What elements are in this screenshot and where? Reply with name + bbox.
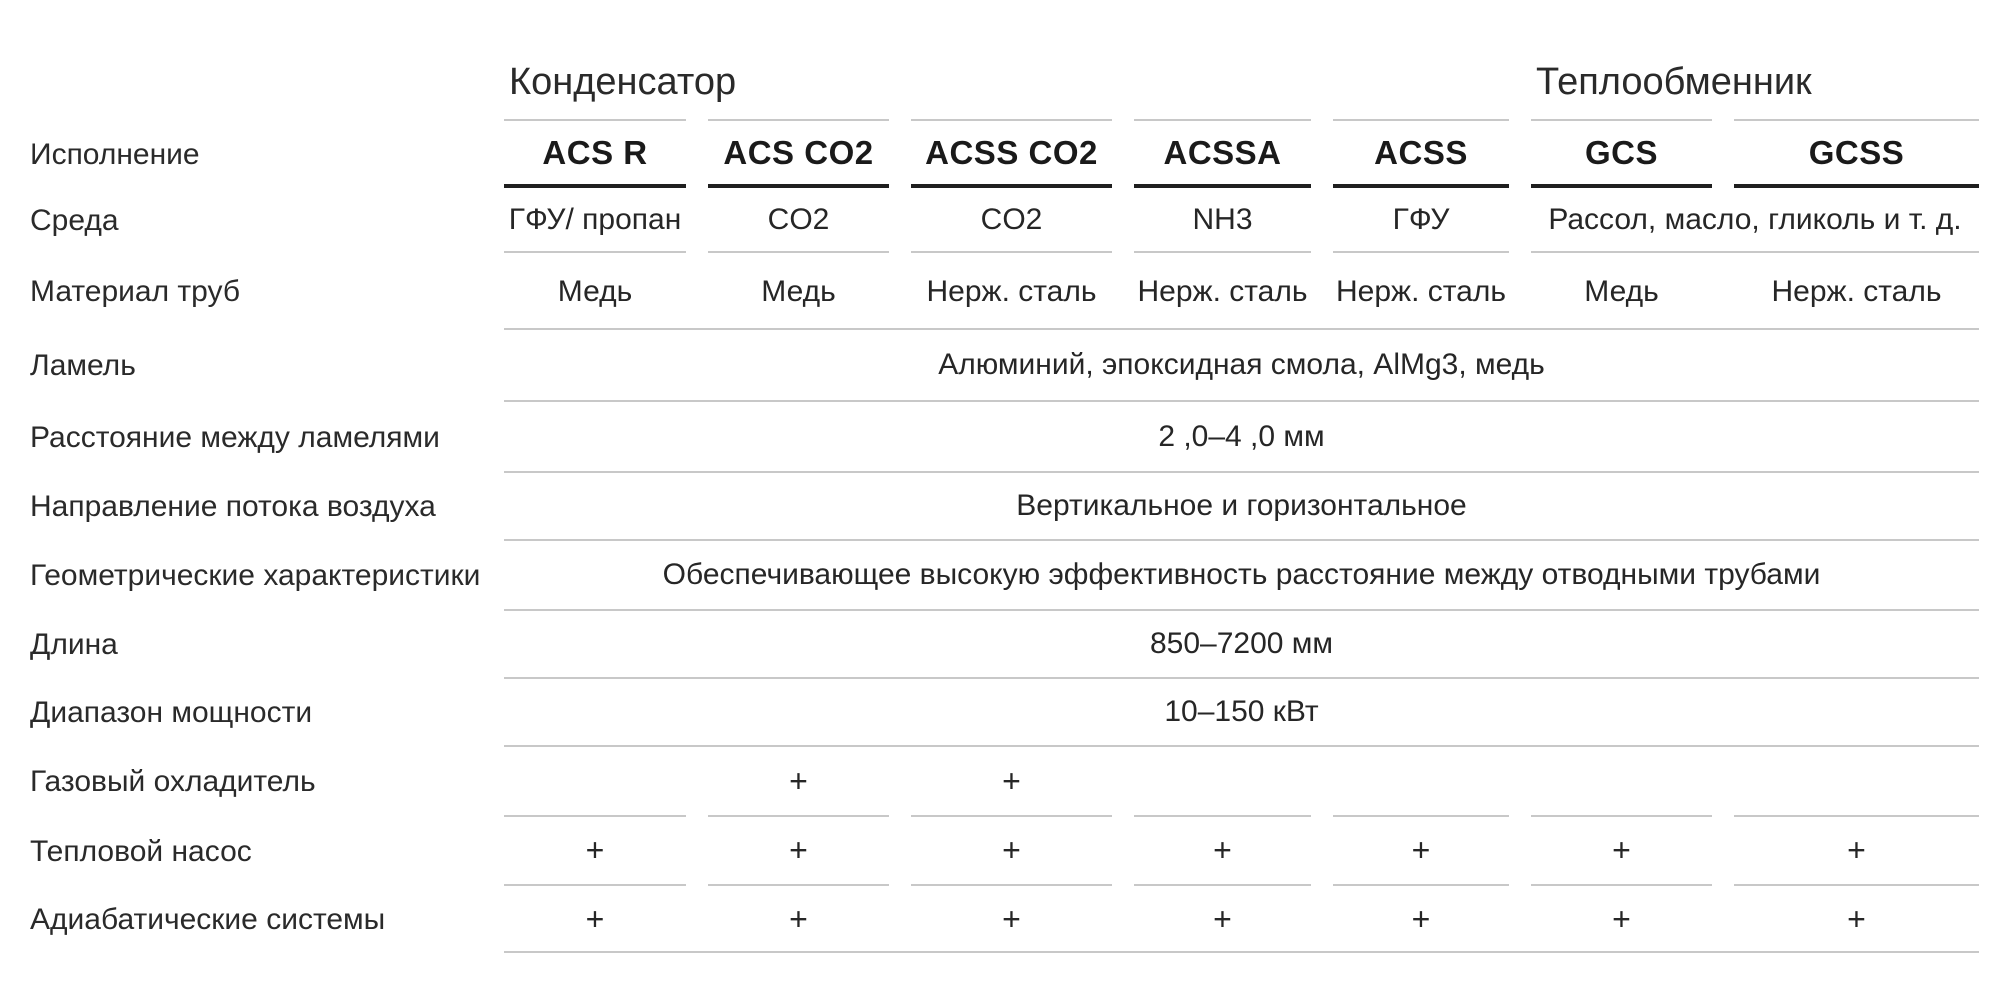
row-label-geometry: Геометрические характеристики xyxy=(30,559,481,592)
column-header-row xyxy=(30,121,1979,188)
table-cell xyxy=(504,747,686,817)
row-label-heat-pump: Тепловой насос xyxy=(30,834,252,868)
group-underline-segment xyxy=(1531,61,1812,121)
table-cell xyxy=(1734,747,1979,817)
table-cell-span-gcs-gcss: Рассол, масло, гликоль и т. д. xyxy=(1531,188,1979,253)
row-label-tube-material: Материал труб xyxy=(30,274,241,308)
table-cell-plus: + xyxy=(708,817,889,886)
group-header-condenser: Конденсатор xyxy=(509,61,737,103)
table-cell xyxy=(1333,747,1509,817)
row-label-airflow-direction: Направление потока воздуха xyxy=(30,490,436,523)
table-cell-span-all: 10–150 кВт xyxy=(504,679,1979,747)
row-fin xyxy=(30,330,1979,402)
row-label-fin-spacing: Расстояние между ламелями xyxy=(30,420,440,454)
table-cell-span-all: Вертикальное и горизонтальное xyxy=(504,473,1979,541)
table-cell-span-all: Алюминий, эпоксидная смола, AlMg3, медь xyxy=(504,330,1979,402)
column-header-acss-co2: ACSS CO2 xyxy=(911,121,1112,188)
table-cell-span-all: Обеспечивающее высокую эффективность расстояние между отводными трубами xyxy=(504,541,1979,611)
table-cell: Медь xyxy=(1584,274,1659,308)
table-cell: CO2 xyxy=(911,188,1112,253)
table-cell-plus: + xyxy=(1734,817,1979,886)
table-cell-plus: + xyxy=(789,901,808,937)
row-airflow-direction xyxy=(30,473,1979,541)
table-cell: NH3 xyxy=(1134,188,1311,253)
row-label-gas-cooler: Газовый охладитель xyxy=(30,765,316,798)
group-underline-segment xyxy=(911,64,1112,121)
row-label-adiabatic-systems: Адиабатические системы xyxy=(30,902,386,936)
row-tube-material xyxy=(30,253,1979,330)
table-cell-plus: + xyxy=(1847,901,1866,937)
table-cell-plus: + xyxy=(1213,901,1232,937)
row-adiabatic-systems xyxy=(30,886,1979,953)
group-underline-segment xyxy=(504,61,737,121)
table-cell: Медь xyxy=(557,274,633,308)
row-label-power-range: Диапазон мощности xyxy=(30,696,313,729)
table-cell-plus: + xyxy=(1411,901,1431,937)
table-cell-plus: + xyxy=(1531,817,1712,886)
row-underline xyxy=(504,253,1979,330)
group-header-row xyxy=(30,61,1979,121)
table-cell-span-all: 850–7200 мм xyxy=(504,611,1979,679)
row-medium xyxy=(30,188,1979,253)
row-label-fin: Ламель xyxy=(30,349,136,382)
table-cell-plus: + xyxy=(708,747,889,817)
table-cell-plus: + xyxy=(504,817,686,886)
row-label-version: Исполнение xyxy=(30,137,200,171)
table-cell-plus: + xyxy=(1333,817,1509,886)
table-cell xyxy=(1531,747,1712,817)
row-fin-spacing xyxy=(30,402,1979,473)
row-heat-pump xyxy=(30,817,1979,886)
table-cell: ГФУ xyxy=(1333,188,1509,253)
table-cell: Нерж. сталь xyxy=(926,274,1097,308)
column-header-gcs: GCS xyxy=(1531,121,1712,188)
column-header-acs-r: ACS R xyxy=(504,121,686,188)
table-cell-plus: + xyxy=(1134,817,1311,886)
table-cell: Нерж. сталь xyxy=(1137,274,1308,308)
table-cell: Нерж. сталь xyxy=(1336,274,1506,308)
table-cell-plus: + xyxy=(1002,901,1021,937)
table-cell xyxy=(1134,747,1311,817)
table-cell-plus: + xyxy=(585,901,605,937)
row-gas-cooler xyxy=(30,747,1979,817)
group-underline-segment xyxy=(708,64,889,121)
column-header-acssa: ACSSA xyxy=(1134,121,1311,188)
group-underline-segment xyxy=(1734,64,1979,121)
table-cell: CO2 xyxy=(708,188,889,253)
row-underline xyxy=(504,886,1979,953)
row-geometry xyxy=(30,541,1979,611)
table-cell-plus: + xyxy=(911,747,1112,817)
table-cell-span-all: 2 ,0–4 ,0 мм xyxy=(504,402,1979,473)
column-header-gcss: GCSS xyxy=(1734,121,1979,188)
product-spec-table xyxy=(30,61,1979,953)
table-cell: Медь xyxy=(761,274,836,308)
table-cell: ГФУ/ пропан xyxy=(504,188,686,253)
table-cell: Нерж. сталь xyxy=(1771,274,1942,308)
cell-empty xyxy=(30,64,482,121)
table-cell-plus: + xyxy=(1612,901,1631,937)
group-header-heat-exchanger: Теплообменник xyxy=(1536,61,1812,103)
table-cell-plus: + xyxy=(911,817,1112,886)
row-label-medium: Среда xyxy=(30,203,119,237)
row-power-range xyxy=(30,679,1979,747)
column-header-acs-co2: ACS CO2 xyxy=(708,121,889,188)
row-length xyxy=(30,611,1979,679)
group-underline-segment xyxy=(1333,64,1509,121)
row-label-length: Длина xyxy=(30,628,118,661)
group-underline-segment xyxy=(1134,64,1311,121)
column-header-acss: ACSS xyxy=(1333,121,1509,188)
